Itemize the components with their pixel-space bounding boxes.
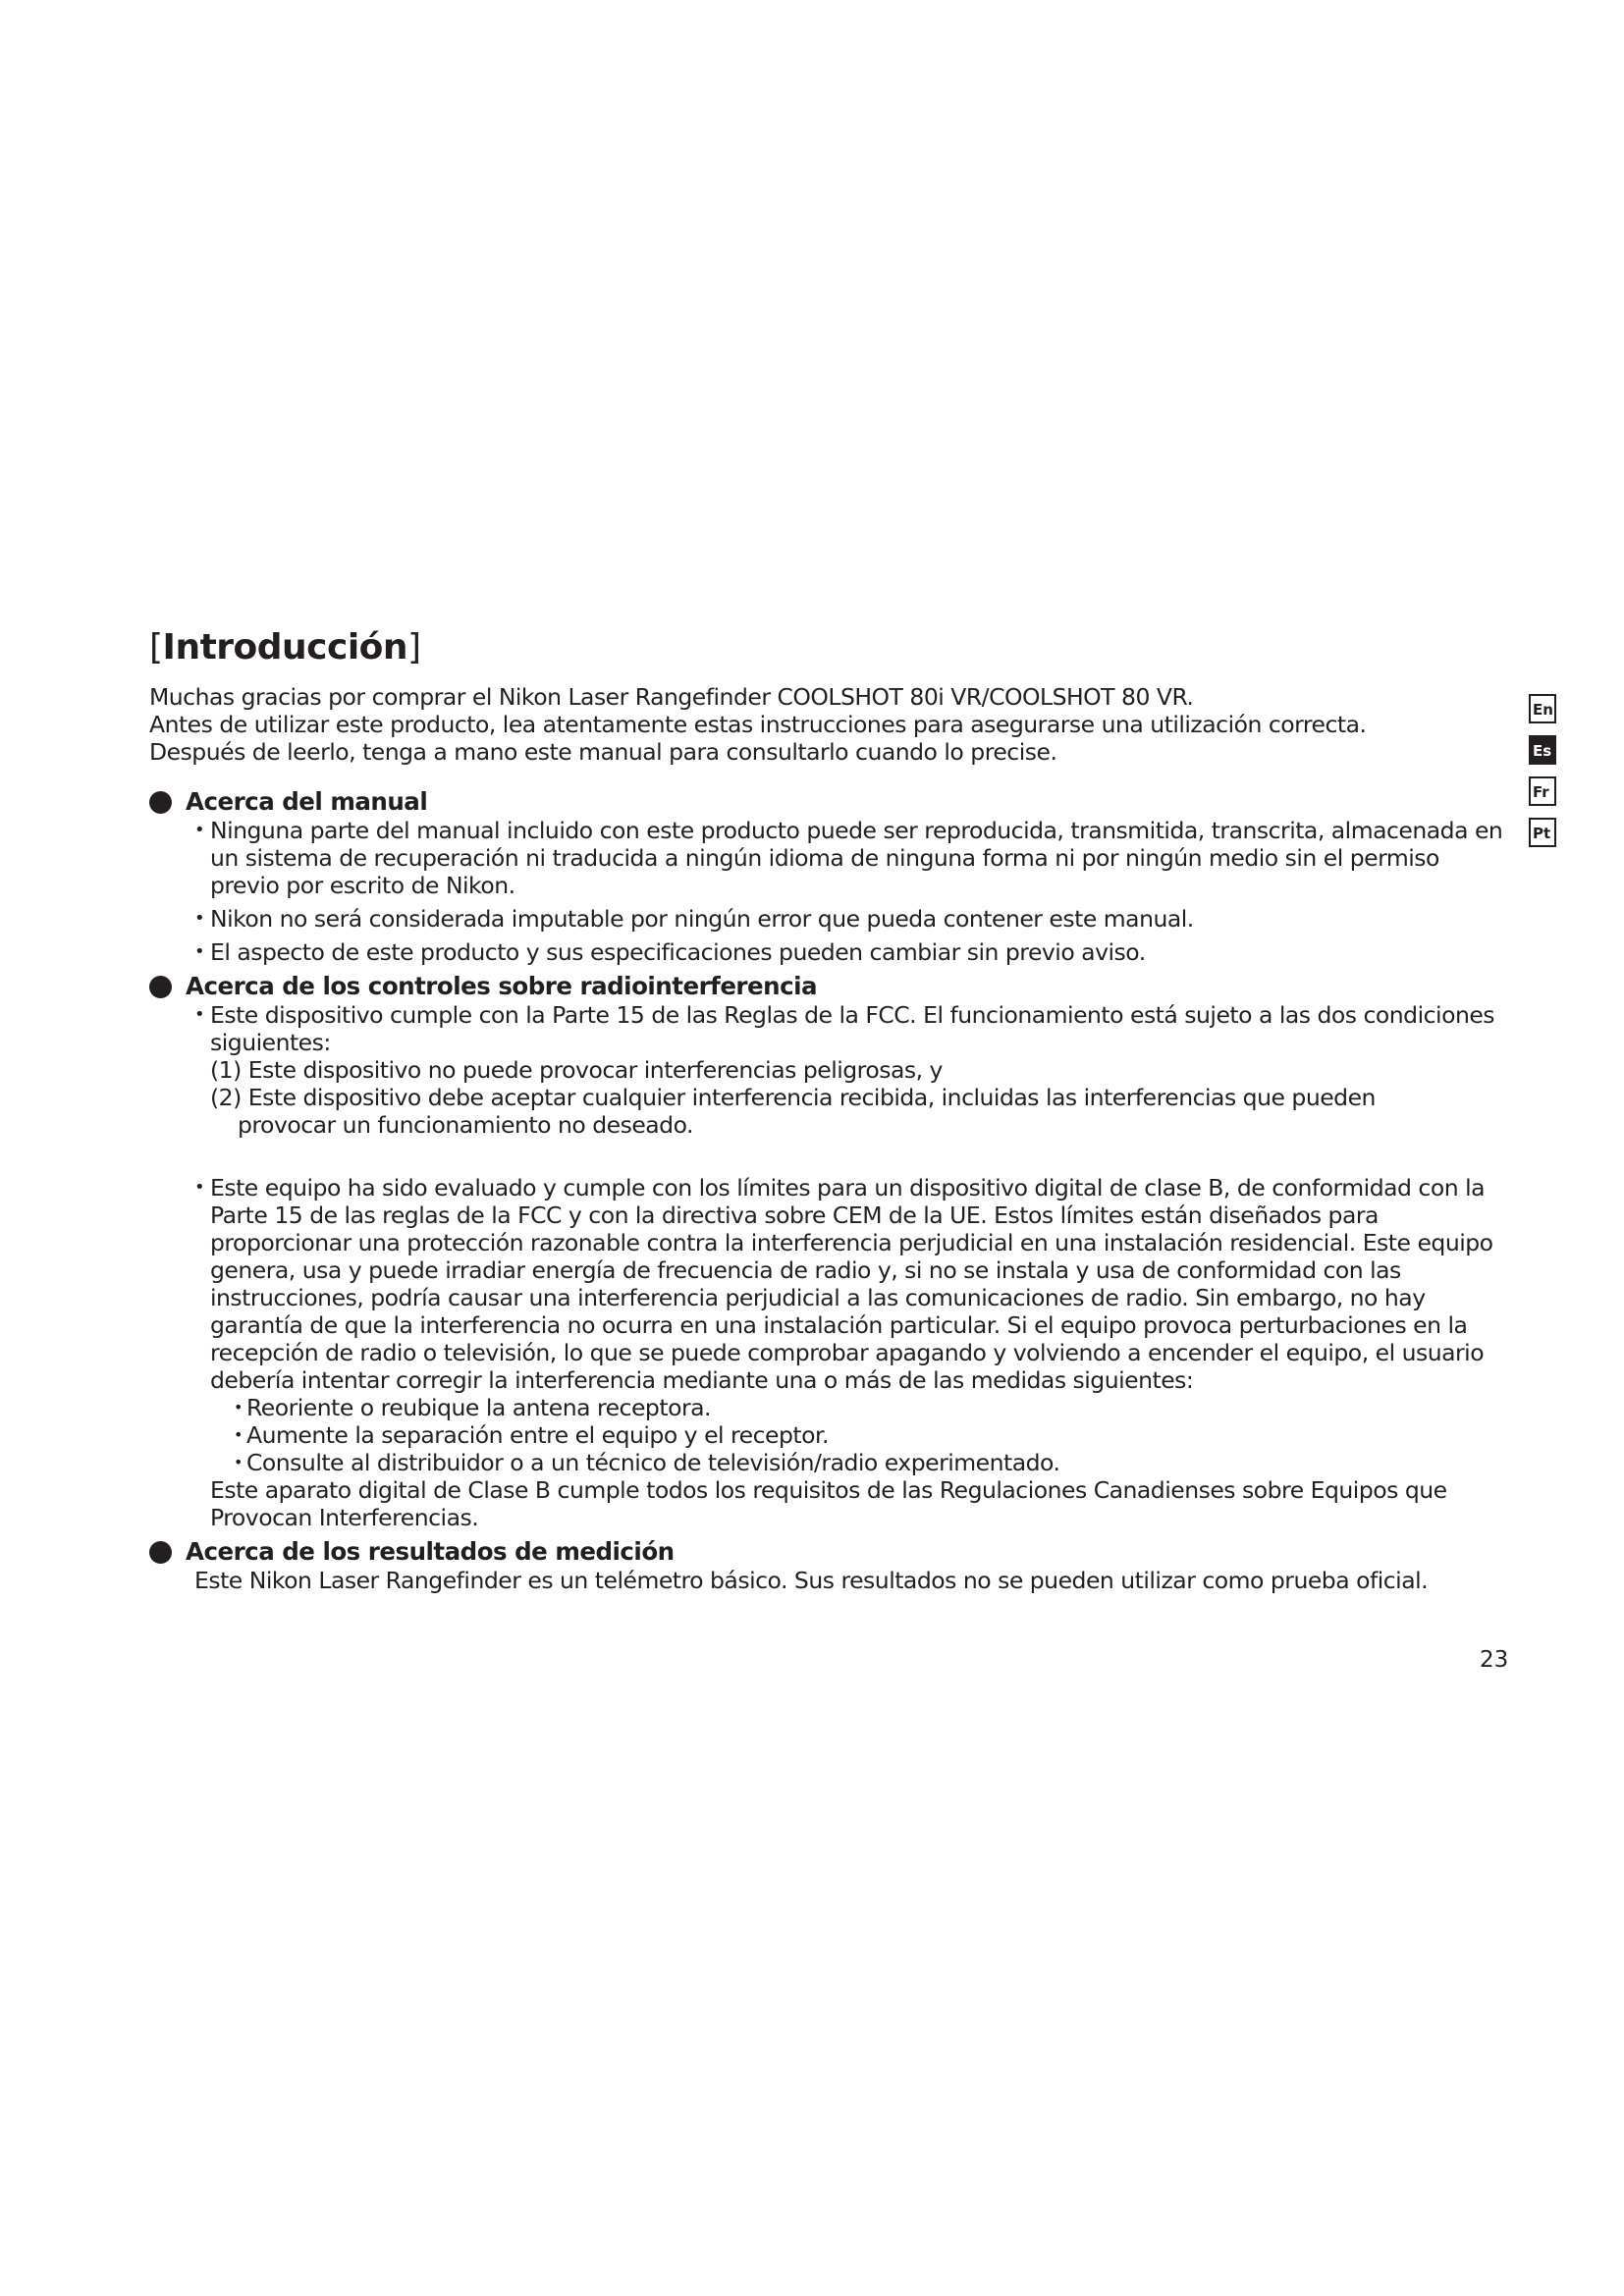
- language-tabs: [1529, 694, 1560, 859]
- class-b-text: • Este equipo ha sido evaluado y cumple con los límites para un dispositivo digital de clase B, de conformidad con la Parte 15 de las reglas de la FCC y con la directiva sobre CEM de la UE. Estos límites están diseñados para proporcionar una protección razonable contra la interferencia perjudicial en una instalación residencial. Este equipo genera, usa y puede irradiar energía de frecuencia de radio y, si no se instala y usa de conformidad con las instrucciones, podría causar una interferencia perjudicial a las comunicaciones de radio. Sin embargo, no hay garantía de que la interferencia no ocurra en una instalación particular. Si el equipo provoca perturbaciones en la recepción de radio o televisión, lo que se puede comprobar apagando y volviendo a encender el equipo, el usuario debería intentar corregir la interferencia mediante una o más de las medidas siguientes:: [210, 1174, 1493, 1394]
- page-title-text: Introducción: [162, 627, 408, 667]
- language-tab-fr[interactable]: Fr: [1529, 776, 1556, 806]
- measures-list: [210, 1394, 1514, 1476]
- language-tab-pt[interactable]: Pt: [1529, 818, 1556, 847]
- condition-2: (2) Este dispositivo debe aceptar cualquier interferencia recibida, incluidas las interferencias que pueden: [210, 1084, 1376, 1111]
- bullet-dot-icon: [149, 1541, 172, 1564]
- list-item: [194, 1174, 1514, 1531]
- radio-notes-list: [149, 1001, 1514, 1531]
- language-tab-en[interactable]: En: [1529, 694, 1556, 723]
- fcc-intro: • Este dispositivo cumple con la Parte 15 de las Reglas de la FCC. El funcionamiento está sujeto a las dos condiciones siguientes:: [210, 1001, 1495, 1056]
- list-item: [194, 1001, 1514, 1168]
- intro-line: Muchas gracias por comprar el Nikon Laser Rangefinder COOLSHOT 80i VR/COOLSHOT 80 VR.: [149, 683, 1194, 711]
- section-radio-interference: [149, 972, 1514, 1531]
- list-item: • Ninguna parte del manual incluido con este producto puede ser reproducida, transmitida, transcrita, almacenada en un sistema de recuperación ni traducida a ningún idioma de ninguna forma ni por ningún medio sin el permiso previo por escrito de Nikon.: [194, 817, 1514, 899]
- measure-item: • Reoriente o reubique la antena receptora.: [234, 1394, 1514, 1421]
- list-item: • El aspecto de este producto y sus especificaciones pueden cambiar sin previo aviso.: [194, 938, 1514, 966]
- results-text: Este Nikon Laser Rangefinder es un telémetro básico. Sus resultados no se pueden utilizar como prueba oficial.: [194, 1567, 1429, 1594]
- manual-notes-list: [149, 817, 1514, 966]
- section-heading: Acerca de los controles sobre radiointerferencia: [149, 972, 1514, 1001]
- condition-2-cont: provocar un funcionamiento no deseado.: [238, 1111, 694, 1139]
- list-item: • Nikon no será considerada imputable por ningún error que pueda contener este manual.: [194, 905, 1514, 933]
- bullet-dot-icon: [149, 976, 172, 998]
- intro-line: Antes de utilizar este producto, lea atentamente estas instrucciones para asegurarse una utilización correcta.: [149, 711, 1367, 738]
- page-title: [Introducción]: [149, 627, 421, 667]
- bullet-dot-icon: [149, 791, 172, 814]
- measure-item: • Aumente la separación entre el equipo y el receptor.: [234, 1421, 1514, 1449]
- intro-line: Después de leerlo, tenga a mano este manual para consultarlo cuando lo precise.: [149, 738, 1057, 766]
- section-measurement-results: [149, 1537, 1514, 1594]
- intro-paragraph: [149, 683, 1514, 766]
- page-number: 23: [1480, 1647, 1509, 1673]
- section-heading: Acerca del manual: [149, 787, 1514, 817]
- measure-item: • Consulte al distribuidor o a un técnico de televisión/radio experimentado.: [234, 1449, 1514, 1476]
- canada-text: Este aparato digital de Clase B cumple todos los requisitos de las Regulaciones Canadienses sobre Equipos que Provocan Interferencias.: [210, 1476, 1447, 1531]
- section-about-manual: [149, 787, 1514, 966]
- condition-1: (1) Este dispositivo no puede provocar interferencias peligrosas, y: [210, 1056, 943, 1084]
- language-tab-es[interactable]: Es: [1529, 735, 1556, 765]
- section-heading: Acerca de los resultados de medición: [149, 1537, 1514, 1567]
- page-content: [149, 626, 1514, 1594]
